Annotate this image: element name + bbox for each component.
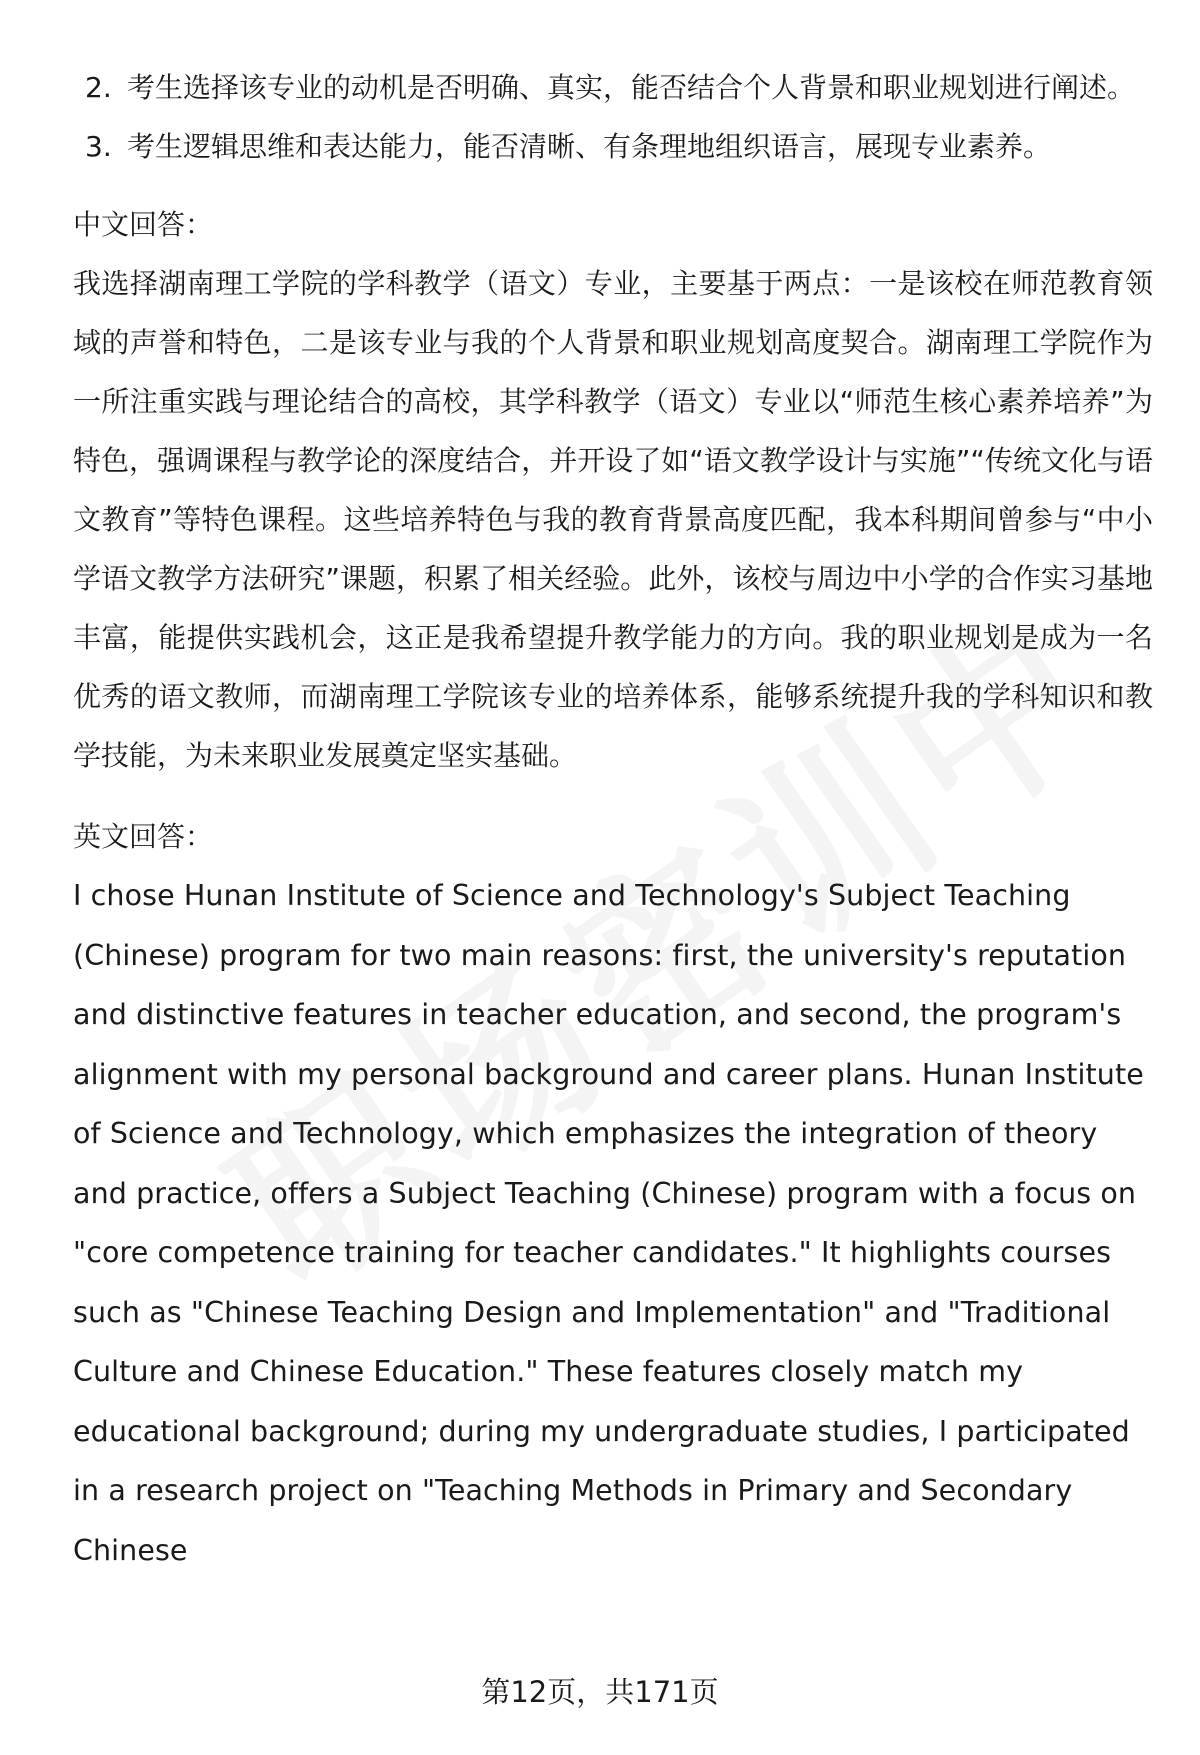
page-number-footer: 第12页，共171页 <box>481 1675 719 1709</box>
chinese-answer-label: 中文回答： <box>73 208 214 241</box>
criteria-number: 3. <box>85 130 112 163</box>
english-answer-text: I chose Hunan Institute of Science and Technology's Subject Teaching (Chinese) program for two main reasons: first, the university's reputation and distinctive features in teacher education, and second, the program's alignment with my personal background and career plans. Hunan Institute of Science and Technology, which emphasizes the integration of theory and practice, offers a Subject Teaching (Chinese) program with a focus on "core competence training for teacher candidates." It highlights courses such as "Chinese Teaching Design and Implementation" and "Traditional Culture and Chinese Education." These features closely match my educational background; during my undergraduate studies, I participated in a research project on "Teaching Methods in Primary and Secondary Chinese <box>73 879 1144 1567</box>
criteria-text: 考生逻辑思维和表达能力，能否清晰、有条理地组织语言，展现专业素养。 <box>127 130 1052 163</box>
chinese-answer-text: 我选择湖南理工学院的学科教学（语文）专业，主要基于两点：一是该校在师范教育领域的声誉和特色，二是该专业与我的个人背景和职业规划高度契合。湖南理工学院作为一所注重实践与理论结合的高校，其学科教学（语文）专业以“师范生核心素养培养”为特色，强调课程与教学论的深度结合，并开设了如“语文教学设计与实施”“传统文化与语文教育”等特色课程。这些培养特色与我的教育背景高度匹配，我本科期间曾参与“中小学语文教学方法研究”课题，积累了相关经验。此外，该校与周边中小学的合作实习基地丰富，能提供实践机会，这正是我希望提升教学能力的方向。我的职业规划是成为一名优秀的语文教师，而湖南理工学院该专业的培养体系，能够系统提升我的学科知识和教学技能，为未来职业发展奠定坚实基础。 <box>73 267 1153 772</box>
page-content <box>73 58 1153 1580</box>
evaluation-criteria-list <box>73 58 1153 176</box>
english-answer-label: 英文回答： <box>73 820 214 853</box>
criteria-number: 2. <box>85 71 112 104</box>
criteria-text: 考生选择该专业的动机是否明确、真实，能否结合个人背景和职业规划进行阐述。 <box>127 71 1136 104</box>
criteria-item <box>73 117 1153 176</box>
criteria-item <box>73 58 1153 117</box>
